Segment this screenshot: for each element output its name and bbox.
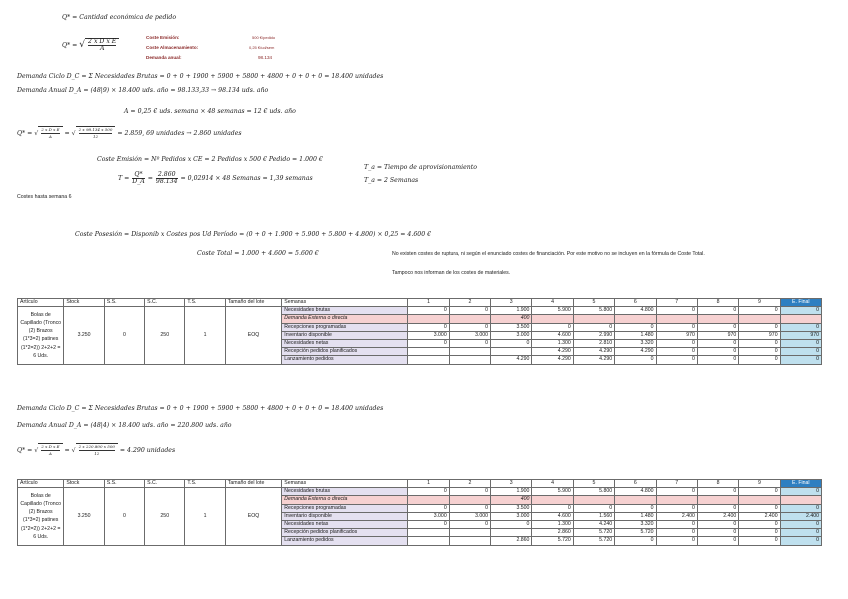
cell-value: 4.800	[615, 307, 656, 315]
cell-value: 0	[408, 307, 449, 315]
cell-value: 0	[532, 504, 573, 512]
cell-value	[449, 356, 490, 364]
cell-ts: 1	[185, 307, 225, 364]
cell-value: 0	[615, 537, 656, 545]
hdr-week: 1	[408, 299, 449, 307]
cell-value: 0	[697, 348, 738, 356]
hdr-lote: Tamaño del lote	[225, 480, 281, 488]
cell-value: 0	[697, 537, 738, 545]
hdr-sc: S.C.	[145, 299, 185, 307]
cell-value: 3.500	[491, 504, 532, 512]
cell-value: 0	[656, 356, 697, 364]
table-header-row	[18, 299, 822, 307]
cell-value: 0	[697, 488, 738, 496]
cell-value: 4.600	[532, 512, 573, 520]
cell-value: 0	[449, 323, 490, 331]
cell-value	[449, 529, 490, 537]
cell-value: 0	[780, 307, 821, 315]
hdr-week: 8	[697, 299, 738, 307]
table-header-row	[18, 480, 822, 488]
cell-value: 3.320	[615, 340, 656, 348]
row-label: Necesidades netas	[282, 340, 408, 348]
cell-value: 0	[656, 488, 697, 496]
cell-value: 0	[449, 307, 490, 315]
cell-value	[739, 315, 780, 323]
row-label: Demanda Externa o directa	[282, 315, 408, 323]
cell-value: 0	[656, 340, 697, 348]
eoq-formula: Q* = √ $\frac{\text{2 x D x E}}{A}$	[62, 38, 119, 52]
coste-posesion-line: Coste Posesión = Disponib x Costes pos Ud Período = (0 + 0 + 1.900 + 5.900 + 5.800 + 4.800) × 0,25 = 4.600 €	[75, 231, 432, 238]
cell-lote: EOQ	[225, 307, 281, 364]
coste-emision-line: Coste Emisión = Nº Pedidos x CE = 2 Pedidos x 500 € Pedido = 1.000 €	[97, 156, 323, 163]
cell-value: 0	[739, 323, 780, 331]
hdr-week: 1	[408, 480, 449, 488]
cell-value: 0	[780, 340, 821, 348]
cell-value: 5.900	[532, 307, 573, 315]
mrp-table-2	[17, 479, 822, 546]
eoq-num: 2 x D x E	[88, 38, 117, 45]
cell-value: 2.400	[739, 512, 780, 520]
cell-value: 2.400	[697, 512, 738, 520]
cell-value: 0	[615, 504, 656, 512]
config-value-emision: 500 €/pedido	[252, 35, 276, 40]
cell-value: 1.480	[615, 331, 656, 339]
cell-articulo: Bolas de Capillado (Tronco (2) Brazos (1*3=2) patines (1*2=2)) 2+2+2 = 6 Uds.	[18, 307, 64, 364]
q-calc-1: Q* = √ $\frac{\text{2 x D x E}}{A}$ = √ $\frac{2 x 98.134 x 500}{12}$ = 2.859, 69 unidades → 2.860 unidades	[17, 127, 242, 139]
hdr-week: 3	[491, 480, 532, 488]
row-label: Recepciones programadas	[282, 323, 408, 331]
cell-value: 5.720	[573, 537, 614, 545]
cell-value: 970	[656, 331, 697, 339]
cell-value: 2.810	[573, 340, 614, 348]
cell-value	[615, 496, 656, 504]
hdr-ss: S.S.	[104, 299, 144, 307]
cell-value	[408, 356, 449, 364]
q-calc-2: Q* = √ $\frac{\text{2 x D x E}}{A}$ = √ $\frac{2 x 220.800 x 500}{12}$ = 4.290 unidades	[17, 444, 176, 456]
hdr-articulo: Artículo	[18, 480, 64, 488]
cell-value: 0	[656, 521, 697, 529]
config-label-emision: Coste Emisión:	[146, 35, 180, 40]
hdr-week: 5	[573, 480, 614, 488]
cell-value	[656, 496, 697, 504]
hdr-ts: T.S.	[185, 480, 225, 488]
cell-value	[408, 529, 449, 537]
cell-lote: EOQ	[225, 488, 281, 545]
row-label: Inventario disponible	[282, 512, 408, 520]
row-label: Lanzamiento pedidos	[282, 537, 408, 545]
cell-value: 0	[697, 307, 738, 315]
cell-value: 400	[491, 315, 532, 323]
cell-ss: 0	[104, 488, 144, 545]
cell-value: 4.600	[532, 331, 573, 339]
eoq-definition: Q* = Cantidad económica de pedido	[62, 14, 177, 21]
cell-value: 0	[697, 356, 738, 364]
cell-value: 5.720	[615, 529, 656, 537]
cell-value: 0	[780, 488, 821, 496]
cell-value: 0	[697, 504, 738, 512]
cell-value	[739, 496, 780, 504]
cell-value	[697, 496, 738, 504]
cell-value: 0	[780, 504, 821, 512]
hdr-week: 9	[739, 480, 780, 488]
hdr-week: 4	[532, 299, 573, 307]
cell-value: 0	[656, 504, 697, 512]
cell-value: 0	[739, 529, 780, 537]
table-row	[18, 488, 822, 496]
mrp-table-1	[17, 298, 822, 365]
row-label: Demanda Externa o directa	[282, 496, 408, 504]
eoq-den: A	[99, 45, 105, 52]
cell-value: 0	[408, 340, 449, 348]
cell-value: 5.900	[532, 488, 573, 496]
cell-value: 1.900	[491, 307, 532, 315]
cell-articulo: Bolas de Capillado (Tronco (2) Brazos (1*3=2) patines (1*2=2)) 2+2+2 = 6 Uds.	[18, 488, 64, 545]
t-legend-1: T_a = Tiempo de aprovisionamiento	[364, 164, 477, 171]
config-label-almacen: Coste Almacenamiento:	[146, 45, 199, 50]
cell-value: 1.480	[615, 512, 656, 520]
cell-value: 0	[780, 521, 821, 529]
cell-value	[615, 315, 656, 323]
note-ruptura: No existen costes de ruptura, ni según el enunciado costes de financiación. Por este motivo no se incluyen en la fórmula de Coste Total.	[392, 251, 705, 257]
cell-value: 970	[697, 331, 738, 339]
coste-total-line: Coste Total = 1.000 + 4.600 = 5.600 €	[197, 250, 319, 257]
cell-stock: 3.250	[64, 307, 104, 364]
cell-value: 0	[615, 323, 656, 331]
cell-value: 0	[573, 504, 614, 512]
hdr-week: 2	[449, 480, 490, 488]
cell-value: 0	[780, 356, 821, 364]
cell-value: 0	[449, 521, 490, 529]
table-row	[18, 307, 822, 315]
t-calc: T = $\frac{Q*}{D\_A}$ = $\frac{2.860}{98.134}$ = 0,02914 × 48 Semanas = 1,39 semanas	[118, 171, 313, 185]
cell-value: 1.300	[532, 521, 573, 529]
demanda-anual-2: Demanda Anual D_A = (48|4) × 18.400 uds. año = 220.800 uds. año	[17, 422, 232, 429]
cell-value: 3.000	[408, 512, 449, 520]
cell-value: 0	[739, 356, 780, 364]
cell-value: 0	[656, 529, 697, 537]
cell-value	[697, 315, 738, 323]
hdr-week: 6	[615, 299, 656, 307]
cell-value: 2.860	[532, 529, 573, 537]
hdr-semanas: Semanas	[282, 299, 408, 307]
cell-value: 1.300	[532, 340, 573, 348]
cell-value: 0	[573, 323, 614, 331]
cell-value	[573, 315, 614, 323]
cell-value	[408, 496, 449, 504]
cell-value: 0	[697, 529, 738, 537]
cell-value: 0	[739, 307, 780, 315]
row-label: Recepción pedidos planificados	[282, 529, 408, 537]
cell-value: 0	[697, 340, 738, 348]
cell-value: 2.990	[573, 331, 614, 339]
cell-value: 0	[491, 521, 532, 529]
cell-value	[532, 496, 573, 504]
cell-value: 0	[739, 537, 780, 545]
cell-value: 4.290	[491, 356, 532, 364]
cell-value: 4.290	[573, 356, 614, 364]
cell-stock: 3.250	[64, 488, 104, 545]
hdr-e-final: E. Final	[780, 299, 821, 307]
cell-value	[449, 537, 490, 545]
cell-value: 2.400	[656, 512, 697, 520]
cell-value: 0	[449, 340, 490, 348]
cell-value: 2.400	[780, 512, 821, 520]
cell-value: 4.290	[615, 348, 656, 356]
hdr-ts: T.S.	[185, 299, 225, 307]
cell-value: 0	[656, 323, 697, 331]
hdr-week: 3	[491, 299, 532, 307]
cell-value: 0	[656, 537, 697, 545]
cell-value	[449, 496, 490, 504]
cell-value	[491, 348, 532, 356]
cell-value: 4.290	[573, 348, 614, 356]
cell-value	[532, 315, 573, 323]
row-label: Necesidades brutas	[282, 488, 408, 496]
hdr-sc: S.C.	[145, 480, 185, 488]
a-line: A = 0,25 € uds. semana × 48 semanas = 12 € uds. año	[124, 108, 296, 115]
cell-ts: 1	[185, 488, 225, 545]
row-label: Recepción pedidos planificados	[282, 348, 408, 356]
cell-value: 0	[449, 488, 490, 496]
hdr-week: 7	[656, 480, 697, 488]
demanda-anual-1: Demanda Anual D_A = (48|9) × 18.400 uds. año = 98.133,33 → 98.134 uds. año	[17, 87, 269, 94]
cell-value: 0	[780, 529, 821, 537]
cell-value: 4.240	[573, 521, 614, 529]
hdr-stock: Stock	[64, 299, 104, 307]
cell-value: 0	[739, 521, 780, 529]
cell-value	[408, 537, 449, 545]
cell-value: 0	[615, 356, 656, 364]
hdr-lote: Tamaño del lote	[225, 299, 281, 307]
cell-value: 1.900	[491, 488, 532, 496]
hdr-week: 6	[615, 480, 656, 488]
costes-hasta-semana: Costes hasta semana 6	[17, 194, 72, 200]
cell-value	[491, 529, 532, 537]
hdr-week: 2	[449, 299, 490, 307]
row-label: Necesidades brutas	[282, 307, 408, 315]
cell-value: 0	[739, 348, 780, 356]
cell-value: 3.320	[615, 521, 656, 529]
cell-value: 970	[739, 331, 780, 339]
config-value-demanda: 98.134	[258, 55, 273, 60]
hdr-week: 7	[656, 299, 697, 307]
cell-value: 0	[739, 488, 780, 496]
cell-value: 3.000	[449, 512, 490, 520]
cell-value	[408, 315, 449, 323]
cell-value: 0	[532, 323, 573, 331]
cell-value: 5.800	[573, 488, 614, 496]
cell-value: 3.000	[491, 512, 532, 520]
cell-value: 0	[408, 323, 449, 331]
cell-value: 0	[739, 504, 780, 512]
cell-value: 5.800	[573, 307, 614, 315]
note-materiales: Tampoco nos informan de los costes de materiales.	[392, 270, 511, 276]
cell-value: 3.500	[491, 323, 532, 331]
cell-value: 0	[739, 340, 780, 348]
cell-value: 0	[780, 537, 821, 545]
demanda-ciclo-1: Demanda Ciclo D_C = Σ Necesidades Brutas = 0 + 0 + 1900 + 5900 + 5800 + 4800 + 0 + 0 + 0 = 18.400 unidades	[17, 73, 384, 80]
cell-value: 0	[449, 504, 490, 512]
cell-value: 3.000	[491, 331, 532, 339]
cell-value	[449, 348, 490, 356]
hdr-e-final: E. Final	[780, 480, 821, 488]
row-label: Necesidades netas	[282, 521, 408, 529]
cell-value: 3.000	[449, 331, 490, 339]
config-value-almacen: 0,25 €/ud/sem	[249, 45, 275, 50]
cell-value: 0	[491, 340, 532, 348]
row-label: Recepciones programadas	[282, 504, 408, 512]
cell-value: 0	[408, 521, 449, 529]
cell-value: 0	[697, 323, 738, 331]
row-label: Inventario disponible	[282, 331, 408, 339]
cell-value: 0	[780, 348, 821, 356]
hdr-week: 4	[532, 480, 573, 488]
cell-value	[408, 348, 449, 356]
cell-value: 1.560	[573, 512, 614, 520]
cell-value: 0	[656, 307, 697, 315]
cell-value: 4.800	[615, 488, 656, 496]
cell-value	[449, 315, 490, 323]
cell-value: 3.000	[408, 331, 449, 339]
hdr-week: 9	[739, 299, 780, 307]
hdr-stock: Stock	[64, 480, 104, 488]
cell-value: 4.290	[532, 348, 573, 356]
t-legend-2: T_a = 2 Semanas	[364, 177, 419, 184]
cell-value: 5.720	[532, 537, 573, 545]
cell-value: 970	[780, 331, 821, 339]
cell-value	[780, 496, 821, 504]
hdr-semanas: Semanas	[282, 480, 408, 488]
cell-sc: 250	[145, 307, 185, 364]
cell-value	[656, 315, 697, 323]
cell-value: 4.290	[532, 356, 573, 364]
cell-value: 2.860	[491, 537, 532, 545]
hdr-ss: S.S.	[104, 480, 144, 488]
cell-value	[780, 315, 821, 323]
hdr-week: 8	[697, 480, 738, 488]
config-label-demanda: Demanda anual:	[146, 55, 182, 60]
cell-value	[573, 496, 614, 504]
cell-sc: 250	[145, 488, 185, 545]
demanda-ciclo-2: Demanda Ciclo D_C = Σ Necesidades Brutas = 0 + 0 + 1900 + 5900 + 5800 + 4800 + 0 + 0 + 0 = 18.400 unidades	[17, 405, 384, 412]
cell-ss: 0	[104, 307, 144, 364]
cell-value: 0	[656, 348, 697, 356]
hdr-week: 5	[573, 299, 614, 307]
cell-value: 400	[491, 496, 532, 504]
cell-value: 0	[408, 488, 449, 496]
eoq-lhs: Q* =	[62, 42, 78, 49]
row-label: Lanzamiento pedidos	[282, 356, 408, 364]
cell-value: 0	[780, 323, 821, 331]
cell-value: 0	[697, 521, 738, 529]
cell-value: 0	[408, 504, 449, 512]
cell-value: 5.720	[573, 529, 614, 537]
hdr-articulo: Artículo	[18, 299, 64, 307]
